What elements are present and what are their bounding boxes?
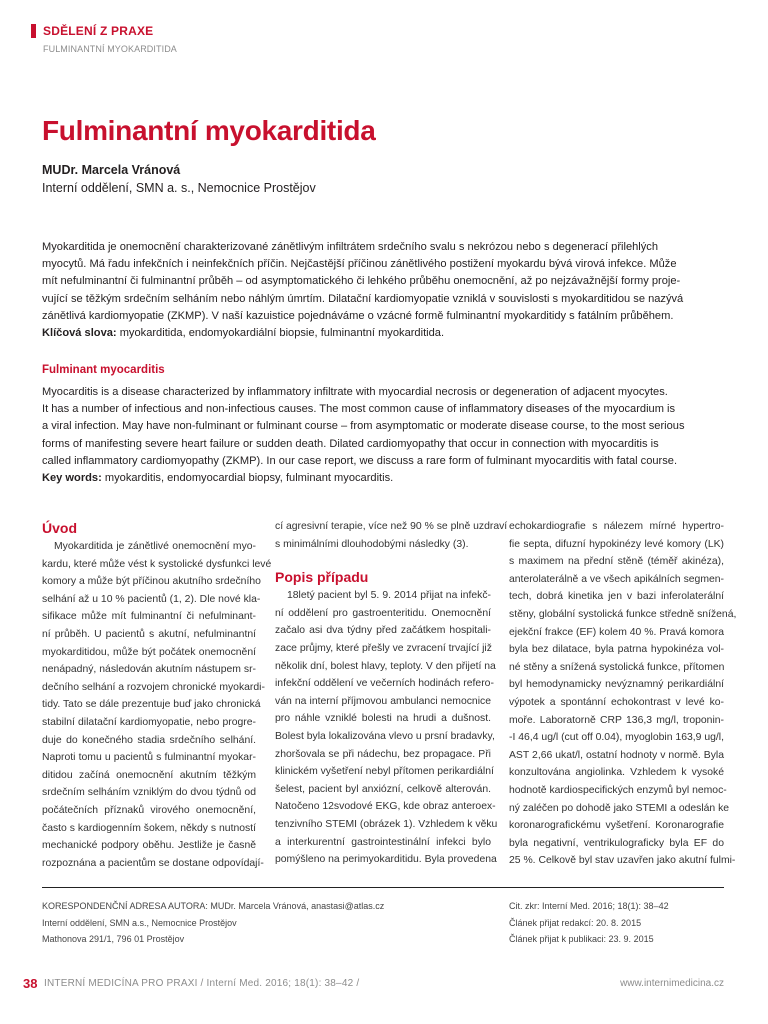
section-heading-uvod: Úvod xyxy=(42,520,77,536)
body-line: mechanické podpory oběhu. Jestliže je časně xyxy=(42,840,256,852)
abstract-line: a viral infection. May have non-fulminant or fulminant course – from asymptomatic or moderate disease course, to the most serious xyxy=(42,420,685,433)
citation-line: Cit. zkr: Interní Med. 2016; 18(1): 38–42 xyxy=(509,901,669,911)
body-line: a interkurentní gastrointestinální infekci bylo xyxy=(275,836,491,848)
body-line: ván na interní příjmovou ambulanci nemocnice xyxy=(275,695,491,707)
body-line: tenzivního STEMI (obrázek 1). Vzhledem k věku xyxy=(275,818,498,830)
body-line: echokardiografie s nálezem mírné hypertro- xyxy=(509,521,724,532)
page-number: 38 xyxy=(23,976,38,991)
body-line: s minimálními dlouhodobými následky (3). xyxy=(275,538,469,550)
body-line: šelest, pacient byl anxiózní, celkově alterován. xyxy=(275,783,491,795)
abstract-line: called inflammatory cardiomyopathy (ZKMP). In our case report, we discuss a rare form of fulminant myocarditis with fatal course. xyxy=(42,454,678,467)
citation-info xyxy=(509,898,669,948)
body-line: 25 %. Celkově byl stav uzavřen jako akutní fulmi- xyxy=(509,855,736,867)
keywords-label: Klíčová slova: xyxy=(42,327,117,340)
body-line: ditidou začíná onemocnění akutním těžkým xyxy=(42,769,256,781)
correspondence-line: Mathonova 291/1, 796 01 Prostějov xyxy=(42,934,185,944)
abstract-line: It has a number of infectious and non-infectious causes. The most common cause of inflammatory diseases of the myocardium is xyxy=(42,403,676,416)
body-line: Bolest byla lokalizována vlevo u prsní bradavky, xyxy=(275,730,495,742)
body-line: výpotek a spontánní echokontrast v levé ko- xyxy=(509,696,724,708)
correspondence-line: KORESPONDENČNÍ ADRESA AUTORA: MUDr. Marcela Vránová, anastasi@atlas.cz xyxy=(42,901,385,911)
citation-line: Článek přijat k publikaci: 23. 9. 2015 xyxy=(509,934,654,944)
keywords-value: myokarditis, endomyocardial biopsy, fulminant myocarditis. xyxy=(101,472,394,485)
body-line: -I 46,4 ug/l (cut off 0.04), myoglobin 163,9 ug/l, xyxy=(509,732,724,744)
body-line: stěny, globální systolická funkce středně snížená, xyxy=(509,608,737,620)
body-line: moře. Laboratorně CRP 136,3 mg/l, troponin- xyxy=(509,714,724,726)
abstract-line: mít nefulminantní či fulminantní průběh – od asymptomatického či lehkého průběhu onemocnění, až po nejzávažnější formy proje- xyxy=(42,275,681,288)
abstract-line: forms of manifesting severe heart failure or sudden death. Dilated cardiomyopathy that occur in connection with myocarditis is xyxy=(42,437,659,450)
journal-url: www.internimedicina.cz xyxy=(620,978,724,989)
body-line: ejekční frakce (EF) kolem 40 %. Pravá komora xyxy=(509,626,724,638)
body-line: kardu, které může vést k systolické dysfunkci levé xyxy=(42,558,272,570)
body-line: byla bez dilatace, byla patrna hypokinéza vol- xyxy=(509,644,724,656)
body-line: ní oddělení pro gastroenteritidu. Onemocnění xyxy=(275,607,491,619)
body-line: cí agresivní terapie, více než 90 % se plně uzdraví xyxy=(275,521,508,532)
body-line: zhoršovala se při nádechu, bez propagace. Při xyxy=(275,748,491,760)
body-line: Naproti tomu u pacientů s fulminantní myokar- xyxy=(42,752,256,764)
body-line: začalo asi dva týdny před začátkem hospitali- xyxy=(275,625,491,637)
body-line: počátečních příznaků virového onemocnění, xyxy=(42,804,256,816)
body-line: selhání až u 10 % pacientů (1, 2). Dle nové kla- xyxy=(42,593,261,605)
citation-line: Článek přijat redakcí: 20. 8. 2015 xyxy=(509,917,642,928)
journal-name: INTERNÍ MEDICÍNA PRO PRAXI / Interní Med. 2016; 18(1): 38–42 / xyxy=(44,978,360,989)
body-column-1 xyxy=(42,518,272,872)
abstract-cz xyxy=(42,239,724,342)
body-line: konzultována angiolinka. Vzhledem k vysoké xyxy=(509,767,724,779)
body-line: sifikace může mít fulminantní či nefulminant- xyxy=(42,611,256,623)
section-accent-bar xyxy=(31,24,36,38)
body-line: zace průjmy, které přešly ve zvracení trvající již xyxy=(275,642,492,654)
section-label: SDĚLENÍ Z PRAXE xyxy=(43,24,154,38)
body-line: byl hemodynamicky nevýznamný perikardiální xyxy=(509,679,724,691)
section-heading-popis: Popis případu xyxy=(275,569,369,586)
correspondence-line: Interní oddělení, SMN a.s., Nemocnice Prostějov xyxy=(42,917,237,928)
running-title: FULMINANTNÍ MYOKARDITIDA xyxy=(43,44,177,54)
author-name: MUDr. Marcela Vránová xyxy=(42,163,181,177)
body-line: ní průběh. U pacientů s akutní, nefulminantní xyxy=(42,628,256,640)
body-line: komory a může být příčinou akutního srdečního xyxy=(42,576,261,588)
keywords-value: myokarditida, endomyokardiální biopsie, fulminantní myokarditida. xyxy=(116,327,445,340)
body-line: Natočeno 12svodové EKG, kde obraz anteroex- xyxy=(275,801,496,813)
body-line: stabilní dilatační kardiomyopatie, nebo progre- xyxy=(42,716,256,728)
body-line: anterolaterálně a ve všech apikálních segmen- xyxy=(509,573,724,585)
body-line: myokarditidou, může být počátek onemocnění xyxy=(42,646,256,658)
body-column-3 xyxy=(509,518,737,870)
body-line: ný zaléčen po dohodě jako STEMI a odeslán ke xyxy=(509,802,730,814)
english-title: Fulminant myocarditis xyxy=(42,364,165,376)
abstract-line: Myocarditis is a disease characterized by inflammatory infiltrate with myocardial necrosis or degeneration of adjacent myocytes. xyxy=(42,386,668,398)
body-line: často s kardiogenním šokem, někdy s nutností xyxy=(42,822,256,834)
author-affiliation: Interní oddělení, SMN a. s., Nemocnice Prostějov xyxy=(42,181,316,195)
body-line: nenápadný, následován akutním nástupem sr- xyxy=(42,664,256,676)
body-line: rozpoznána a pacientům se dostane odpovídají- xyxy=(42,857,264,869)
body-line: né stěny a snížená systolická funkce, přítomen xyxy=(509,661,725,673)
body-line: srdečním selháním vzniklým do dvou týdnů od xyxy=(42,787,256,799)
body-line: tech, dobrá kinetika jen v bazi inferolaterální xyxy=(509,591,724,603)
body-line: fie septa, difuzní hypokinézy levé komory (LK) xyxy=(509,538,724,550)
keywords-cz xyxy=(42,325,724,342)
body-line: s maximem na přední stěně (téměř akinéza), xyxy=(509,556,724,568)
abstract-en xyxy=(42,384,724,487)
footer-divider xyxy=(42,887,724,888)
body-line: duje do konečného stadia srdečního selhání. xyxy=(42,734,256,746)
abstract-line: Myokarditida je onemocnění charakterizované zánětlivým infiltrátem srdečního svalu s nekrózou nebo s degenerací přilehlých xyxy=(42,241,659,253)
body-column-2 xyxy=(275,518,508,869)
body-line: pomýšleno na perimyokarditidu. Byla provedena xyxy=(275,854,497,866)
body-line: klinickém vyšetření nebyl přítomen perikardiální xyxy=(275,766,494,778)
article-title: Fulminantní myokarditida xyxy=(42,115,376,146)
body-line: infekční oddělení ve večerních hodinách refero- xyxy=(275,678,494,690)
keywords-en xyxy=(42,470,724,487)
keywords-label: Key words: xyxy=(42,472,102,485)
body-line: hodnotě kardiospecifických enzymů byl nemoc- xyxy=(509,784,727,796)
body-line: dečního selhání a rozvojem chronické myokardi- xyxy=(42,681,265,693)
body-line: 18letý pacient byl 5. 9. 2014 přijat na infekč- xyxy=(287,590,491,602)
body-line: Myokarditida je zánětlivé onemocnění myo- xyxy=(54,541,256,552)
body-line: několik dní, bolest hlavy, teploty. V den přijetí na xyxy=(275,660,496,672)
body-line: pro náhle vzniklé bolesti na hrudi a dušnost. xyxy=(275,713,491,725)
correspondence-address xyxy=(42,898,384,948)
abstract-line: vující se těžkým srdečním selháním nebo náhlým úmrtím. Dilatační kardiomyopatie vzniklá v souvislosti s myokarditidou se nazývá xyxy=(42,292,684,305)
abstract-line: myocytů. Má řadu infekčních i neinfekčních příčin. Nejčastější příčinou zánětlivého postižení myokardu bývá virová infekce. Může xyxy=(42,258,677,271)
body-line: koronarografickému vyšetření. Koronarografie xyxy=(509,820,724,832)
abstract-line: zánětlivá kardiomyopatie (ZKMP). V naší kazuistice pojednáváme o vzácné formě fulminantní myokarditidy s fatálním průběhem. xyxy=(42,309,674,322)
body-line: byla negativní, ventrikulograficky byla EF do xyxy=(509,837,724,849)
body-line: tidy. Tato se dále prezentuje buď jako chronická xyxy=(42,699,261,711)
body-line: AST 2,66 ukat/l, ostatní hodnoty v normě. Byla xyxy=(509,749,724,761)
